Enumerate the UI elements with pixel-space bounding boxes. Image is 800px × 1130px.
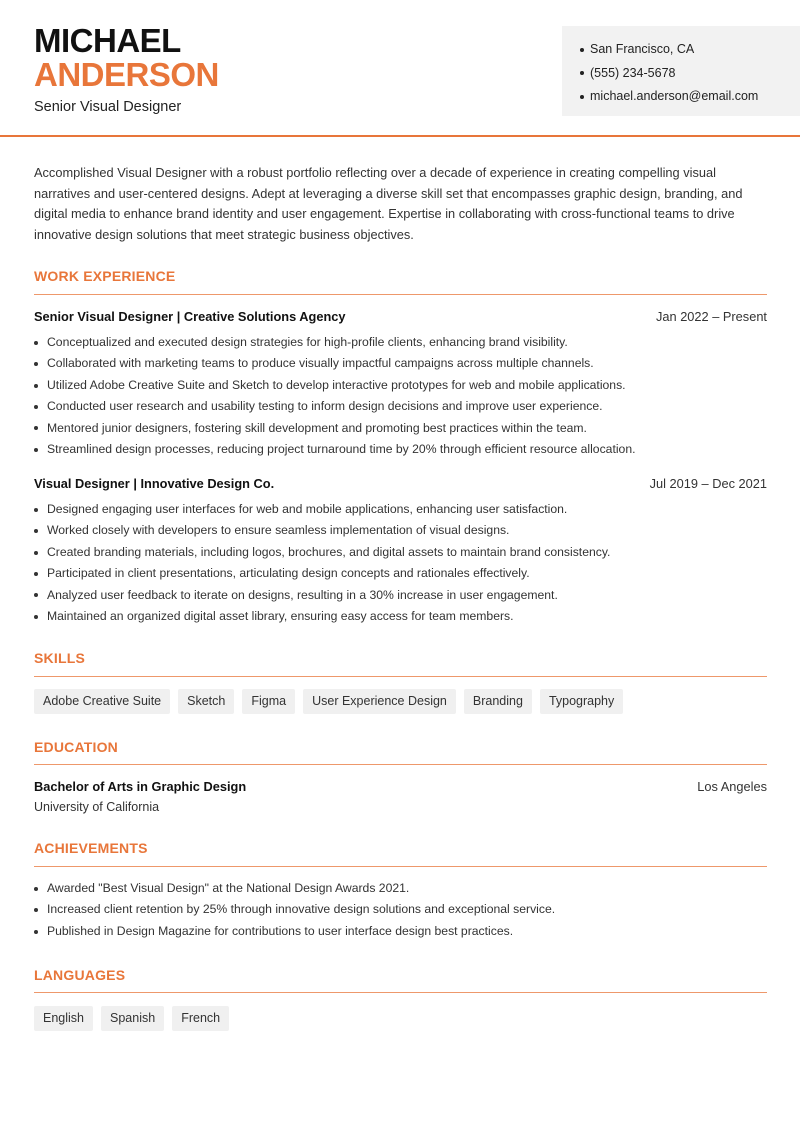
bullet-icon bbox=[34, 593, 38, 597]
bullet-icon bbox=[34, 448, 38, 452]
list-item: Increased client retention by 25% through innovative design solutions and exceptional service. bbox=[34, 899, 767, 920]
list-item: Participated in client presentations, articulating design concepts and rationales effectively. bbox=[34, 563, 767, 584]
bullet-icon bbox=[34, 341, 38, 345]
contact-location: San Francisco, CA bbox=[580, 38, 800, 62]
job-title: Senior Visual Designer bbox=[34, 99, 182, 115]
contact-phone: (555) 234-5678 bbox=[580, 62, 800, 86]
achievements-list bbox=[34, 878, 767, 942]
bullet-icon bbox=[34, 529, 38, 533]
contact-email: michael.anderson@email.com bbox=[580, 85, 800, 109]
bullet-icon bbox=[34, 908, 38, 912]
list-item: Maintained an organized digital asset library, ensuring easy access for team members. bbox=[34, 606, 767, 627]
bullet-icon bbox=[580, 71, 584, 75]
skill-tag: Sketch bbox=[178, 689, 234, 714]
language-tag: Spanish bbox=[101, 1006, 164, 1031]
list-item: Worked closely with developers to ensure seamless implementation of visual designs. bbox=[34, 520, 767, 541]
language-tag: French bbox=[172, 1006, 229, 1031]
job-dates: Jan 2022 – Present bbox=[656, 309, 767, 324]
job-dates: Jul 2019 – Dec 2021 bbox=[649, 476, 767, 491]
bullet-icon bbox=[34, 384, 38, 388]
school-name: University of California bbox=[34, 800, 160, 814]
bullet-icon bbox=[34, 887, 38, 891]
skill-tag: User Experience Design bbox=[303, 689, 456, 714]
section-divider bbox=[34, 992, 767, 993]
skills-tags bbox=[34, 689, 623, 714]
skill-tag: Branding bbox=[464, 689, 532, 714]
bullet-icon bbox=[34, 426, 38, 430]
bullet-icon bbox=[580, 48, 584, 52]
list-item: Published in Design Magazine for contributions to user interface design best practices. bbox=[34, 921, 767, 942]
list-item: Designed engaging user interfaces for web and mobile applications, enhancing user satisfaction. bbox=[34, 499, 767, 520]
job-bullets bbox=[34, 332, 767, 460]
education-location: Los Angeles bbox=[697, 779, 767, 794]
list-item: Created branding materials, including logos, brochures, and digital assets to maintain brand consistency. bbox=[34, 542, 767, 563]
bullet-icon bbox=[34, 572, 38, 576]
job-title-company: Visual Designer | Innovative Design Co. bbox=[34, 476, 275, 491]
section-title-skills: SKILLS bbox=[34, 650, 85, 666]
language-tags bbox=[34, 1006, 229, 1031]
bullet-icon bbox=[34, 362, 38, 366]
contact-box bbox=[562, 26, 800, 116]
list-item: Streamlined design processes, reducing project turnaround time by 20% through efficient resource allocation. bbox=[34, 439, 767, 460]
section-divider bbox=[34, 676, 767, 677]
list-item: Analyzed user feedback to iterate on designs, resulting in a 30% increase in user engagement. bbox=[34, 585, 767, 606]
bullet-icon bbox=[34, 615, 38, 619]
bullet-icon bbox=[34, 551, 38, 555]
section-divider bbox=[34, 294, 767, 295]
list-item: Conceptualized and executed design strategies for high-profile clients, enhancing brand visibility. bbox=[34, 332, 767, 353]
bullet-icon bbox=[34, 405, 38, 409]
resume-header bbox=[0, 0, 800, 137]
job-header bbox=[34, 309, 767, 324]
job-bullets bbox=[34, 499, 767, 627]
section-title-languages: LANGUAGES bbox=[34, 967, 126, 983]
section-title-work: WORK EXPERIENCE bbox=[34, 268, 176, 284]
bullet-icon bbox=[34, 508, 38, 512]
skill-tag: Typography bbox=[540, 689, 623, 714]
list-item: Mentored junior designers, fostering skill development and promoting best practices within the team. bbox=[34, 418, 767, 439]
list-item: Awarded "Best Visual Design" at the National Design Awards 2021. bbox=[34, 878, 767, 899]
job-title-company: Senior Visual Designer | Creative Solutions Agency bbox=[34, 309, 346, 324]
section-title-achievements: ACHIEVEMENTS bbox=[34, 840, 148, 856]
list-item: Conducted user research and usability testing to inform design decisions and improve user experience. bbox=[34, 396, 767, 417]
language-tag: English bbox=[34, 1006, 93, 1031]
bullet-icon bbox=[34, 930, 38, 934]
section-divider bbox=[34, 764, 767, 765]
last-name: ANDERSON bbox=[34, 56, 219, 93]
education-header bbox=[34, 779, 767, 794]
skill-tag: Adobe Creative Suite bbox=[34, 689, 170, 714]
section-divider bbox=[34, 866, 767, 867]
job-header bbox=[34, 476, 767, 491]
bullet-icon bbox=[580, 95, 584, 99]
list-item: Collaborated with marketing teams to produce visually impactful campaigns across multiple channels. bbox=[34, 353, 767, 374]
section-title-education: EDUCATION bbox=[34, 739, 118, 755]
first-name: MICHAEL bbox=[34, 22, 181, 59]
summary: Accomplished Visual Designer with a robust portfolio reflecting over a decade of experience in creating compelling visual narratives and user-centered designs. Adept at leveraging a diverse skill set that encompasses graphic design, branding, and digital media to enhance brand identity and user engagement. Expertise in collaborating with cross-functional teams to drive innovative design solutions that meet strategic business objectives. bbox=[34, 165, 743, 243]
skill-tag: Figma bbox=[242, 689, 295, 714]
degree: Bachelor of Arts in Graphic Design bbox=[34, 779, 247, 794]
list-item: Utilized Adobe Creative Suite and Sketch to develop interactive prototypes for web and mobile applications. bbox=[34, 375, 767, 396]
